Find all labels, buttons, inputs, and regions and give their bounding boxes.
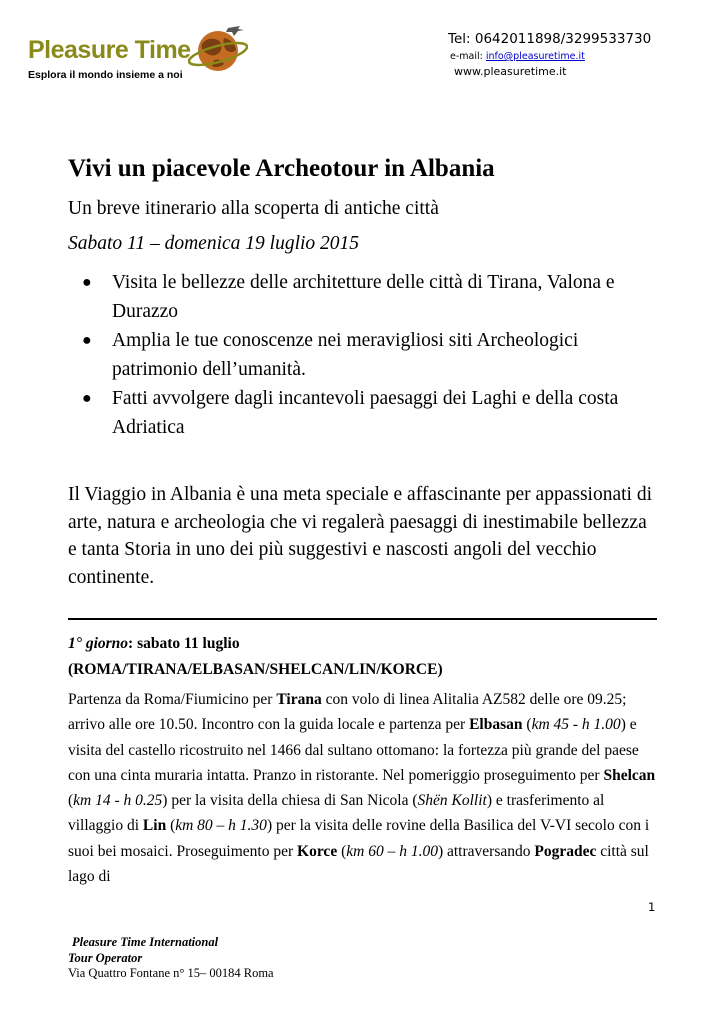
list-item <box>80 326 660 384</box>
bullet-text: Fatti avvolgere dagli incantevoli paesaggi dei Laghi e della costa Adriatica <box>112 388 619 438</box>
intro-paragraph: Il Viaggio in Albania è una meta speciale e affascinante per appassionati di arte, natura e archeologia che vi regalerà paesaggi di inestimabile bellezza e tanta Storia in uno dei più suggestivi e nascosti angoli del vecchio continente. <box>68 484 652 588</box>
day-date: : sabato 11 luglio <box>128 635 240 652</box>
footer <box>68 935 274 982</box>
logo-tagline: Esplora il mondo insieme a noi <box>28 69 183 81</box>
bullet-icon: ● <box>82 390 92 407</box>
day-heading <box>68 631 443 683</box>
day-description: Partenza da Roma/Fiumicino per Tirana con volo di linea Alitalia AZ582 delle ore 09.25; arrivo alle ore 10.50. Incontro con la guida locale e partenza per Elbasan (km 45 - h 1.00) e visita del castello ricostruito nel 1466 dal sultano ottomano: la fortezza più grande del paese con una cinta muraria intatta. Pranzo in ristorante. Nel pomeriggio proseguimento per Shelcan (km 14 - h 0.25) per la visita della chiesa di San Nicola (Shën Kollit) e trasferimento al villaggio di Lin (km 80 – h 1.30) per la visita delle rovine della Basilica del V-VI secolo con i suoi bei mosaici. Proseguimento per Korce (km 60 – h 1.00) attraversando Pogradec città sul lago di <box>68 691 656 886</box>
globe-airplane-icon <box>188 24 248 74</box>
bullet-text: Visita le bellezze delle architetture delle città di Tirana, Valona e Durazzo <box>112 272 615 322</box>
page-title: Vivi un piacevole Archeotour in Albania <box>68 155 495 182</box>
bullet-text: Amplia le tue conoscenze nei meravigliosi siti Archeologici patrimonio dell’umanità. <box>112 330 579 380</box>
place-tirana: Tirana <box>276 691 322 708</box>
footer-address: Via Quattro Fontane n° 15– 00184 Roma <box>68 966 274 980</box>
page-number: 1 <box>648 900 656 914</box>
place-korce: Korce <box>297 842 338 860</box>
day-label: 1° giorno <box>68 635 129 652</box>
footer-company: Pleasure Time International <box>72 935 219 949</box>
company-logo <box>28 24 243 86</box>
place-elbasan: Elbasan <box>469 716 523 734</box>
page-subtitle: Un breve itinerario alla scoperta di antiche città <box>68 198 439 219</box>
email-link[interactable]: info@pleasuretime.it <box>485 51 585 62</box>
website: www.pleasuretime.it <box>454 65 567 78</box>
list-item <box>80 384 660 442</box>
place-lin: Lin <box>142 817 167 835</box>
list-item <box>80 268 660 326</box>
email-label: e-mail: <box>450 51 486 62</box>
bullet-icon: ● <box>82 274 92 291</box>
logo-title: Pleasure Time <box>28 36 191 64</box>
bullet-icon: ● <box>82 332 92 349</box>
footer-role: Tour Operator <box>68 950 143 965</box>
phone-number: Tel: 0642011898/3299533730 <box>448 31 652 47</box>
place-pogradec: Pogradec <box>534 842 597 860</box>
place-shelcan: Shelcan <box>603 766 656 784</box>
tour-dates: Sabato 11 – domenica 19 luglio 2015 <box>68 233 360 254</box>
section-divider <box>68 618 657 620</box>
highlights-list <box>80 268 660 442</box>
day-route: (ROMA/TIRANA/ELBASAN/SHELCAN/LIN/KORCE) <box>68 661 443 678</box>
email-line <box>450 51 651 62</box>
contact-info <box>448 31 651 78</box>
